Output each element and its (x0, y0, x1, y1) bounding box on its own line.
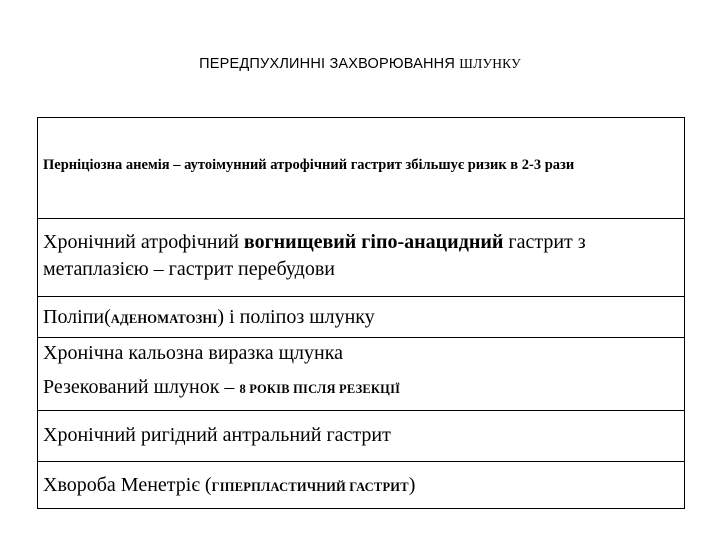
conditions-table (37, 117, 685, 509)
title-tail: ШЛУНКУ (459, 56, 521, 71)
table-row (38, 462, 684, 508)
row-text-emphasis: вогнищевий гіпо-анацидний (243, 231, 504, 253)
row-polyps (43, 305, 375, 331)
row-menetrier-disease (43, 473, 415, 499)
row-text-part: Резекований шлунок – (43, 376, 240, 398)
table-row (38, 219, 684, 297)
row-text-part: гастрит з метаплазією – гастрит перебудови (43, 231, 586, 280)
title-main: ПЕРЕДПУХЛИННІ ЗАХВОРЮВАННЯ (199, 56, 456, 72)
table-row (38, 118, 684, 219)
table-row (38, 297, 684, 338)
row-text-part: Хвороба Менетріє ( (43, 474, 212, 496)
row-text-part: Хронічний атрофічний (43, 231, 244, 253)
row-text-emphasis: ГІПЕРПЛАСТИЧНИЙ ГАСТРИТ (211, 480, 409, 494)
row-text-part: ) і поліпоз шлунку (217, 306, 375, 328)
row-pernicious-anemia: Перніціозна анемія – аутоімунний атрофічний гастрит збільшує ризик в 2-3 рази (43, 157, 575, 173)
page-title (0, 56, 720, 72)
row-callous-ulcer: Хронічна кальозна виразка щлунка (43, 342, 343, 364)
row-rigid-antral-gastritis: Хронічний ригідний антральний гастрит (43, 424, 391, 446)
table-row (38, 369, 684, 411)
row-resected-stomach (43, 375, 400, 401)
table-row (38, 338, 684, 369)
row-text-part: Поліпи( (43, 306, 111, 328)
row-text-emphasis: АДЕНОМАТОЗНІ (110, 312, 218, 326)
table-row (38, 411, 684, 462)
row-text-emphasis: 8 РОКІВ ПІСЛЯ РЕЗЕКЦІЇ (239, 382, 401, 396)
row-atrophic-gastritis (43, 229, 679, 283)
row-text-part: ) (408, 474, 416, 496)
